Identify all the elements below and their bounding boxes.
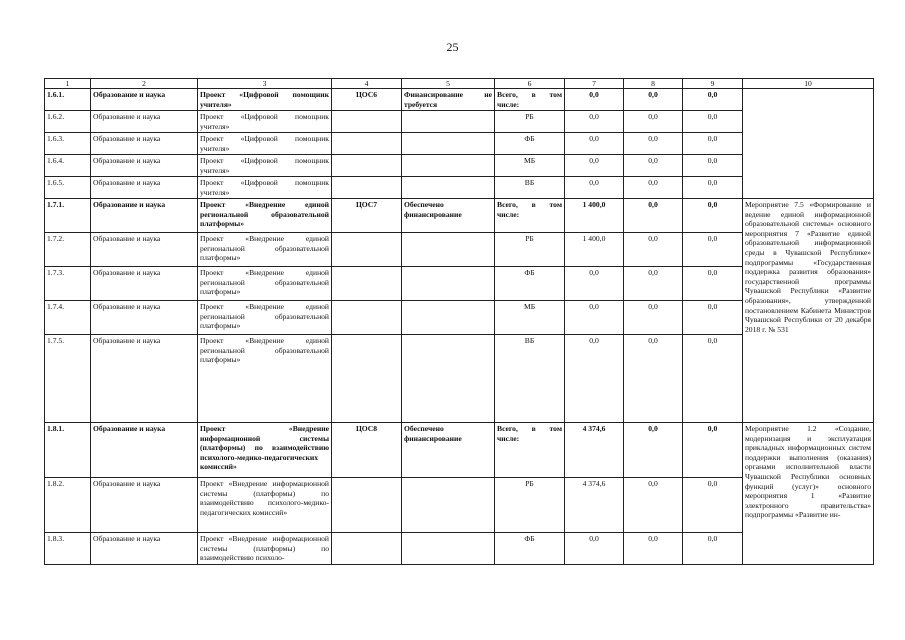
row-number: 1.6.3. — [45, 133, 91, 155]
code-cell — [332, 335, 402, 423]
note-cell: Мероприятие 1.2 «Создание, модернизация и эксплуатация прикладных информационных систем поддержки выполнения (оказания) органами исполнительной власти Чувашской Республики основных функций (услуг)» основного мероприятия 1 «Развитие электронного правительства» подпрограммы «Развитие ин- — [743, 423, 874, 565]
financing-cell — [402, 111, 495, 133]
value-cell-9: 0,0 — [683, 89, 743, 111]
project-cell: Проект «Цифровой помощник учителя» — [198, 133, 332, 155]
value-cell-8: 0,0 — [624, 89, 683, 111]
financing-cell — [402, 155, 495, 177]
value-cell-7: 0,0 — [565, 89, 624, 111]
area-cell: Образование и наука — [91, 478, 198, 533]
source-cell: ВБ — [495, 335, 565, 423]
source-cell: РБ — [495, 233, 565, 267]
value-cell-7: 0,0 — [565, 155, 624, 177]
value-cell-8: 0,0 — [624, 111, 683, 133]
source-cell: ФБ — [495, 533, 565, 565]
column-header: 7 — [565, 79, 624, 89]
source-cell: МБ — [495, 301, 565, 335]
area-cell: Образование и наука — [91, 233, 198, 267]
source-cell: МБ — [495, 155, 565, 177]
column-header: 6 — [495, 79, 565, 89]
code-cell: ЦОС7 — [332, 199, 402, 233]
financing-cell — [402, 301, 495, 335]
column-header: 4 — [332, 79, 402, 89]
value-cell-8: 0,0 — [624, 133, 683, 155]
value-cell-7: 0,0 — [565, 267, 624, 301]
value-cell-9: 0,0 — [683, 177, 743, 199]
value-cell-8: 0,0 — [624, 199, 683, 233]
financing-cell — [402, 233, 495, 267]
value-cell-9: 0,0 — [683, 111, 743, 133]
financing-cell: Обеспечено финансирование — [402, 423, 495, 478]
row-number: 1.7.5. — [45, 335, 91, 423]
financing-cell: Финансирование не требуется — [402, 89, 495, 111]
code-cell — [332, 267, 402, 301]
value-cell-7: 4 374,6 — [565, 423, 624, 478]
value-cell-9: 0,0 — [683, 133, 743, 155]
row-number: 1.8.1. — [45, 423, 91, 478]
source-cell: Всего, в том числе: — [495, 423, 565, 478]
code-cell — [332, 155, 402, 177]
financing-cell — [402, 533, 495, 565]
value-cell-9: 0,0 — [683, 533, 743, 565]
code-cell — [332, 133, 402, 155]
note-cell — [743, 89, 874, 199]
value-cell-9: 0,0 — [683, 423, 743, 478]
value-cell-7: 0,0 — [565, 301, 624, 335]
value-cell-9: 0,0 — [683, 478, 743, 533]
table-row — [45, 89, 874, 111]
value-cell-9: 0,0 — [683, 267, 743, 301]
source-cell: Всего, в том числе: — [495, 89, 565, 111]
project-cell: Проект «Внедрение единой региональной образовательной платформы» — [198, 267, 332, 301]
column-header: 5 — [402, 79, 495, 89]
financing-cell: Обеспечено финансирование — [402, 199, 495, 233]
row-number: 1.8.3. — [45, 533, 91, 565]
row-number: 1.6.1. — [45, 89, 91, 111]
project-cell: Проект «Внедрение информационной системы (платформы) по взаимодействию психолого-медико-педагогических комиссий» — [198, 478, 332, 533]
financing-cell — [402, 478, 495, 533]
value-cell-8: 0,0 — [624, 267, 683, 301]
column-header: 9 — [683, 79, 743, 89]
row-number: 1.7.4. — [45, 301, 91, 335]
column-header: 10 — [743, 79, 874, 89]
area-cell: Образование и наука — [91, 155, 198, 177]
value-cell-8: 0,0 — [624, 335, 683, 423]
project-cell: Проект «Цифровой помощник учителя» — [198, 155, 332, 177]
value-cell-8: 0,0 — [624, 423, 683, 478]
value-cell-9: 0,0 — [683, 335, 743, 423]
row-number: 1.7.2. — [45, 233, 91, 267]
project-cell: Проект «Цифровой помощник учителя» — [198, 89, 332, 111]
table-row — [45, 199, 874, 233]
area-cell: Образование и наука — [91, 199, 198, 233]
value-cell-7: 0,0 — [565, 335, 624, 423]
value-cell-9: 0,0 — [683, 155, 743, 177]
column-header-row — [45, 79, 874, 89]
budget-table — [44, 78, 874, 565]
table-row — [45, 423, 874, 478]
project-cell: Проект «Цифровой помощник учителя» — [198, 177, 332, 199]
code-cell — [332, 533, 402, 565]
column-header: 1 — [45, 79, 91, 89]
financing-cell — [402, 177, 495, 199]
area-cell: Образование и наука — [91, 89, 198, 111]
area-cell: Образование и наука — [91, 111, 198, 133]
page-number: 25 — [446, 40, 459, 54]
column-header: 3 — [198, 79, 332, 89]
value-cell-9: 0,0 — [683, 301, 743, 335]
financing-cell — [402, 267, 495, 301]
value-cell-7: 1 400,0 — [565, 233, 624, 267]
project-cell: Проект «Внедрение информационной системы (платформы) по взаимодействию психоло- — [198, 533, 332, 565]
value-cell-9: 0,0 — [683, 233, 743, 267]
area-cell: Образование и наука — [91, 533, 198, 565]
code-cell — [332, 301, 402, 335]
value-cell-8: 0,0 — [624, 301, 683, 335]
value-cell-7: 0,0 — [565, 177, 624, 199]
area-cell: Образование и наука — [91, 267, 198, 301]
value-cell-8: 0,0 — [624, 233, 683, 267]
code-cell — [332, 478, 402, 533]
area-cell: Образование и наука — [91, 177, 198, 199]
value-cell-8: 0,0 — [624, 478, 683, 533]
code-cell: ЦОС8 — [332, 423, 402, 478]
row-number: 1.6.5. — [45, 177, 91, 199]
financing-cell — [402, 133, 495, 155]
project-cell: Проект «Внедрение единой региональной образовательной платформы» — [198, 301, 332, 335]
source-cell: Всего, в том числе: — [495, 199, 565, 233]
code-cell — [332, 177, 402, 199]
project-cell: Проект «Цифровой помощник учителя» — [198, 111, 332, 133]
area-cell: Образование и наука — [91, 335, 198, 423]
code-cell — [332, 233, 402, 267]
note-cell: Мероприятие 7.5 «Формирование и ведение единой информационной образовательной системы» основного мероприятия 7 «Развитие единой образовательной информационной среды в Чувашской Республике» подпрограммы «Государственная поддержка развития образования» государственной программы Чувашской Республики «Развитие образования», утвержденной постановлением Кабинета Министров Чувашской Республики от 20 декабря 2018 г. № 531 — [743, 199, 874, 423]
value-cell-7: 0,0 — [565, 533, 624, 565]
source-cell: ВБ — [495, 177, 565, 199]
row-number: 1.8.2. — [45, 478, 91, 533]
source-cell: ФБ — [495, 133, 565, 155]
code-cell — [332, 111, 402, 133]
area-cell: Образование и наука — [91, 301, 198, 335]
value-cell-9: 0,0 — [683, 199, 743, 233]
column-header: 8 — [624, 79, 683, 89]
value-cell-8: 0,0 — [624, 155, 683, 177]
code-cell: ЦОС6 — [332, 89, 402, 111]
project-cell: Проект «Внедрение единой региональной образовательной платформы» — [198, 199, 332, 233]
row-number: 1.6.4. — [45, 155, 91, 177]
source-cell: РБ — [495, 111, 565, 133]
value-cell-7: 1 400,0 — [565, 199, 624, 233]
value-cell-7: 0,0 — [565, 111, 624, 133]
value-cell-7: 4 374,6 — [565, 478, 624, 533]
value-cell-8: 0,0 — [624, 533, 683, 565]
financing-cell — [402, 335, 495, 423]
area-cell: Образование и наука — [91, 133, 198, 155]
area-cell: Образование и наука — [91, 423, 198, 478]
row-number: 1.7.1. — [45, 199, 91, 233]
source-cell: РБ — [495, 478, 565, 533]
value-cell-7: 0,0 — [565, 133, 624, 155]
project-cell: Проект «Внедрение информационной системы (платформы) по взаимодействию психолого-медико-педагогических комиссий» — [198, 423, 332, 478]
value-cell-8: 0,0 — [624, 177, 683, 199]
project-cell: Проект «Внедрение единой региональной образовательной платформы» — [198, 233, 332, 267]
source-cell: ФБ — [495, 267, 565, 301]
column-header: 2 — [91, 79, 198, 89]
row-number: 1.6.2. — [45, 111, 91, 133]
row-number: 1.7.3. — [45, 267, 91, 301]
project-cell: Проект «Внедрение единой региональной образовательной платформы» — [198, 335, 332, 423]
